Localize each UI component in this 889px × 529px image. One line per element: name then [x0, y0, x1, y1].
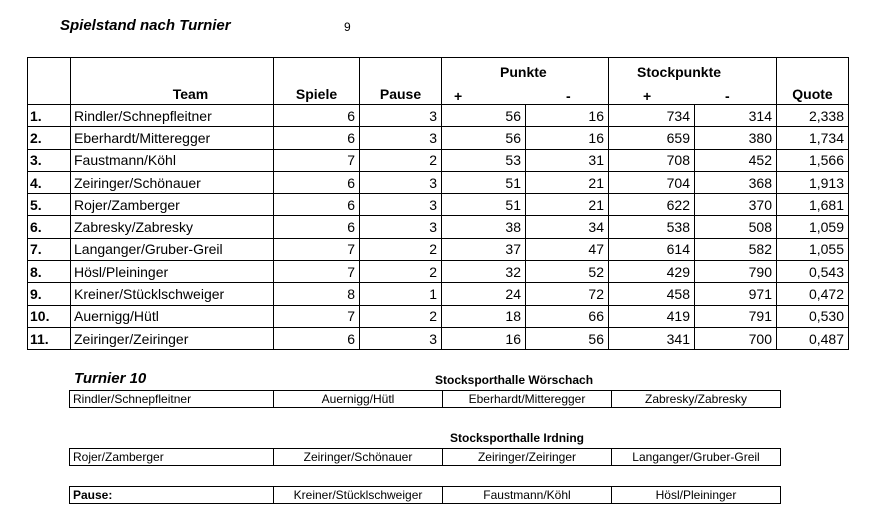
cell-spiele: 6 [274, 216, 360, 238]
group-woerschach [69, 390, 781, 408]
cell-sm: 508 [695, 216, 777, 238]
pause-team-2: Faustmann/Köhl [443, 487, 612, 504]
cell-team: Kreiner/Stücklschweiger [71, 283, 274, 305]
cell-rank: 9. [28, 283, 71, 305]
cell-quote: 0,543 [777, 261, 849, 283]
cell-spiele: 6 [274, 127, 360, 149]
next-tournament-title: Turnier 10 [74, 370, 147, 387]
cell-sp: 429 [609, 261, 695, 283]
cell-sp: 659 [609, 127, 695, 149]
cell-quote: 1,681 [777, 194, 849, 216]
table-row [28, 261, 849, 283]
cell-sp: 734 [609, 105, 695, 127]
cell-sp: 614 [609, 238, 695, 260]
cell-rank: 2. [28, 127, 71, 149]
cell-spiele: 6 [274, 327, 360, 349]
cell-team: Eberhardt/Mitteregger [71, 127, 274, 149]
cell-rank: 11. [28, 327, 71, 349]
cell-pp: 32 [442, 261, 526, 283]
cell-pp: 18 [442, 305, 526, 327]
tournament-number: 9 [344, 20, 351, 34]
cell-rank: 6. [28, 216, 71, 238]
header-stockpunkte-label: Stockpunkte [637, 64, 722, 80]
pause-team-3: Hösl/Pleininger [612, 487, 781, 504]
cell-sp: 419 [609, 305, 695, 327]
cell-sm: 700 [695, 327, 777, 349]
cell-quote: 1,055 [777, 238, 849, 260]
cell-pm: 21 [526, 171, 609, 193]
cell-sp: 708 [609, 149, 695, 171]
group1-team-1: Rindler/Schnepfleitner [70, 391, 274, 408]
group2-team-1: Rojer/Zamberger [70, 449, 274, 466]
cell-spiele: 7 [274, 149, 360, 171]
cell-sp: 704 [609, 171, 695, 193]
header-rank [28, 58, 71, 105]
cell-team: Faustmann/Köhl [71, 149, 274, 171]
table-row [28, 105, 849, 127]
header-punkte-minus: - [566, 88, 571, 104]
cell-pp: 56 [442, 127, 526, 149]
cell-pause: 3 [360, 194, 442, 216]
cell-pause: 2 [360, 149, 442, 171]
pause-team-1: Kreiner/Stücklschweiger [274, 487, 443, 504]
cell-spiele: 6 [274, 171, 360, 193]
cell-pp: 51 [442, 171, 526, 193]
group2-team-4: Langanger/Gruber-Greil [612, 449, 781, 466]
header-stockpunkte-minus: - [725, 88, 730, 104]
cell-quote: 1,059 [777, 216, 849, 238]
header-quote: Quote [777, 58, 849, 105]
cell-pp: 38 [442, 216, 526, 238]
cell-quote: 1,734 [777, 127, 849, 149]
group1-team-3: Eberhardt/Mitteregger [443, 391, 612, 408]
cell-spiele: 7 [274, 238, 360, 260]
table-row [28, 327, 849, 349]
cell-pp: 24 [442, 283, 526, 305]
cell-sp: 341 [609, 327, 695, 349]
table-row [28, 216, 849, 238]
cell-sp: 538 [609, 216, 695, 238]
cell-sm: 452 [695, 149, 777, 171]
cell-spiele: 6 [274, 194, 360, 216]
header-stockpunkte [609, 58, 777, 105]
cell-pm: 66 [526, 305, 609, 327]
cell-pause: 1 [360, 283, 442, 305]
cell-sm: 368 [695, 171, 777, 193]
cell-quote: 1,566 [777, 149, 849, 171]
cell-sm: 791 [695, 305, 777, 327]
cell-spiele: 6 [274, 105, 360, 127]
group2-team-2: Zeiringer/Schönauer [274, 449, 443, 466]
cell-sm: 380 [695, 127, 777, 149]
table-row [28, 149, 849, 171]
cell-rank: 7. [28, 238, 71, 260]
cell-rank: 5. [28, 194, 71, 216]
cell-spiele: 7 [274, 261, 360, 283]
table-row [28, 305, 849, 327]
header-spiele: Spiele [274, 58, 360, 105]
header-stockpunkte-plus: + [643, 88, 652, 104]
header-pause: Pause [360, 58, 442, 105]
table-row [28, 127, 849, 149]
cell-sm: 790 [695, 261, 777, 283]
cell-pm: 16 [526, 127, 609, 149]
cell-pp: 37 [442, 238, 526, 260]
cell-rank: 3. [28, 149, 71, 171]
venue-woerschach: Stocksporthalle Wörschach [435, 373, 594, 387]
table-row [28, 238, 849, 260]
cell-pause: 3 [360, 127, 442, 149]
cell-quote: 1,913 [777, 171, 849, 193]
cell-pause: 2 [360, 305, 442, 327]
cell-sm: 370 [695, 194, 777, 216]
cell-quote: 0,472 [777, 283, 849, 305]
cell-team: Zeiringer/Schönauer [71, 171, 274, 193]
cell-pp: 56 [442, 105, 526, 127]
page-title: Spielstand nach Turnier [60, 17, 231, 34]
pause-label: Pause: [70, 487, 274, 504]
cell-rank: 8. [28, 261, 71, 283]
header-team: Team [71, 58, 274, 105]
cell-pp: 16 [442, 327, 526, 349]
cell-pm: 47 [526, 238, 609, 260]
cell-team: Zeiringer/Zeiringer [71, 327, 274, 349]
cell-sm: 971 [695, 283, 777, 305]
cell-team: Auernigg/Hütl [71, 305, 274, 327]
cell-pause: 3 [360, 216, 442, 238]
table-header-row [28, 58, 849, 105]
cell-team: Rojer/Zamberger [71, 194, 274, 216]
table-row [28, 171, 849, 193]
pause-row [69, 486, 781, 504]
cell-pause: 3 [360, 327, 442, 349]
cell-sp: 622 [609, 194, 695, 216]
cell-pause: 2 [360, 238, 442, 260]
cell-pm: 21 [526, 194, 609, 216]
cell-quote: 0,487 [777, 327, 849, 349]
cell-pm: 16 [526, 105, 609, 127]
cell-quote: 0,530 [777, 305, 849, 327]
group2-team-3: Zeiringer/Zeiringer [443, 449, 612, 466]
cell-quote: 2,338 [777, 105, 849, 127]
standings-table [27, 57, 849, 350]
venue-irdning: Stocksporthalle Irdning [450, 431, 585, 445]
cell-rank: 1. [28, 105, 71, 127]
cell-pm: 31 [526, 149, 609, 171]
table-row [28, 194, 849, 216]
cell-team: Hösl/Pleininger [71, 261, 274, 283]
header-punkte-label: Punkte [500, 64, 547, 80]
header-punkte [442, 58, 609, 105]
cell-spiele: 7 [274, 305, 360, 327]
header-punkte-plus: + [454, 88, 463, 104]
cell-sp: 458 [609, 283, 695, 305]
group1-team-2: Auernigg/Hütl [274, 391, 443, 408]
cell-sm: 314 [695, 105, 777, 127]
group1-team-4: Zabresky/Zabresky [612, 391, 781, 408]
cell-pm: 52 [526, 261, 609, 283]
cell-team: Zabresky/Zabresky [71, 216, 274, 238]
cell-spiele: 8 [274, 283, 360, 305]
cell-team: Langanger/Gruber-Greil [71, 238, 274, 260]
cell-rank: 4. [28, 171, 71, 193]
cell-pause: 3 [360, 105, 442, 127]
cell-pause: 3 [360, 171, 442, 193]
cell-pp: 53 [442, 149, 526, 171]
cell-pm: 56 [526, 327, 609, 349]
cell-pp: 51 [442, 194, 526, 216]
cell-pm: 34 [526, 216, 609, 238]
cell-sm: 582 [695, 238, 777, 260]
cell-pm: 72 [526, 283, 609, 305]
table-row [28, 283, 849, 305]
cell-pause: 2 [360, 261, 442, 283]
cell-team: Rindler/Schnepfleitner [71, 105, 274, 127]
cell-rank: 10. [28, 305, 71, 327]
group-irdning [69, 448, 781, 466]
